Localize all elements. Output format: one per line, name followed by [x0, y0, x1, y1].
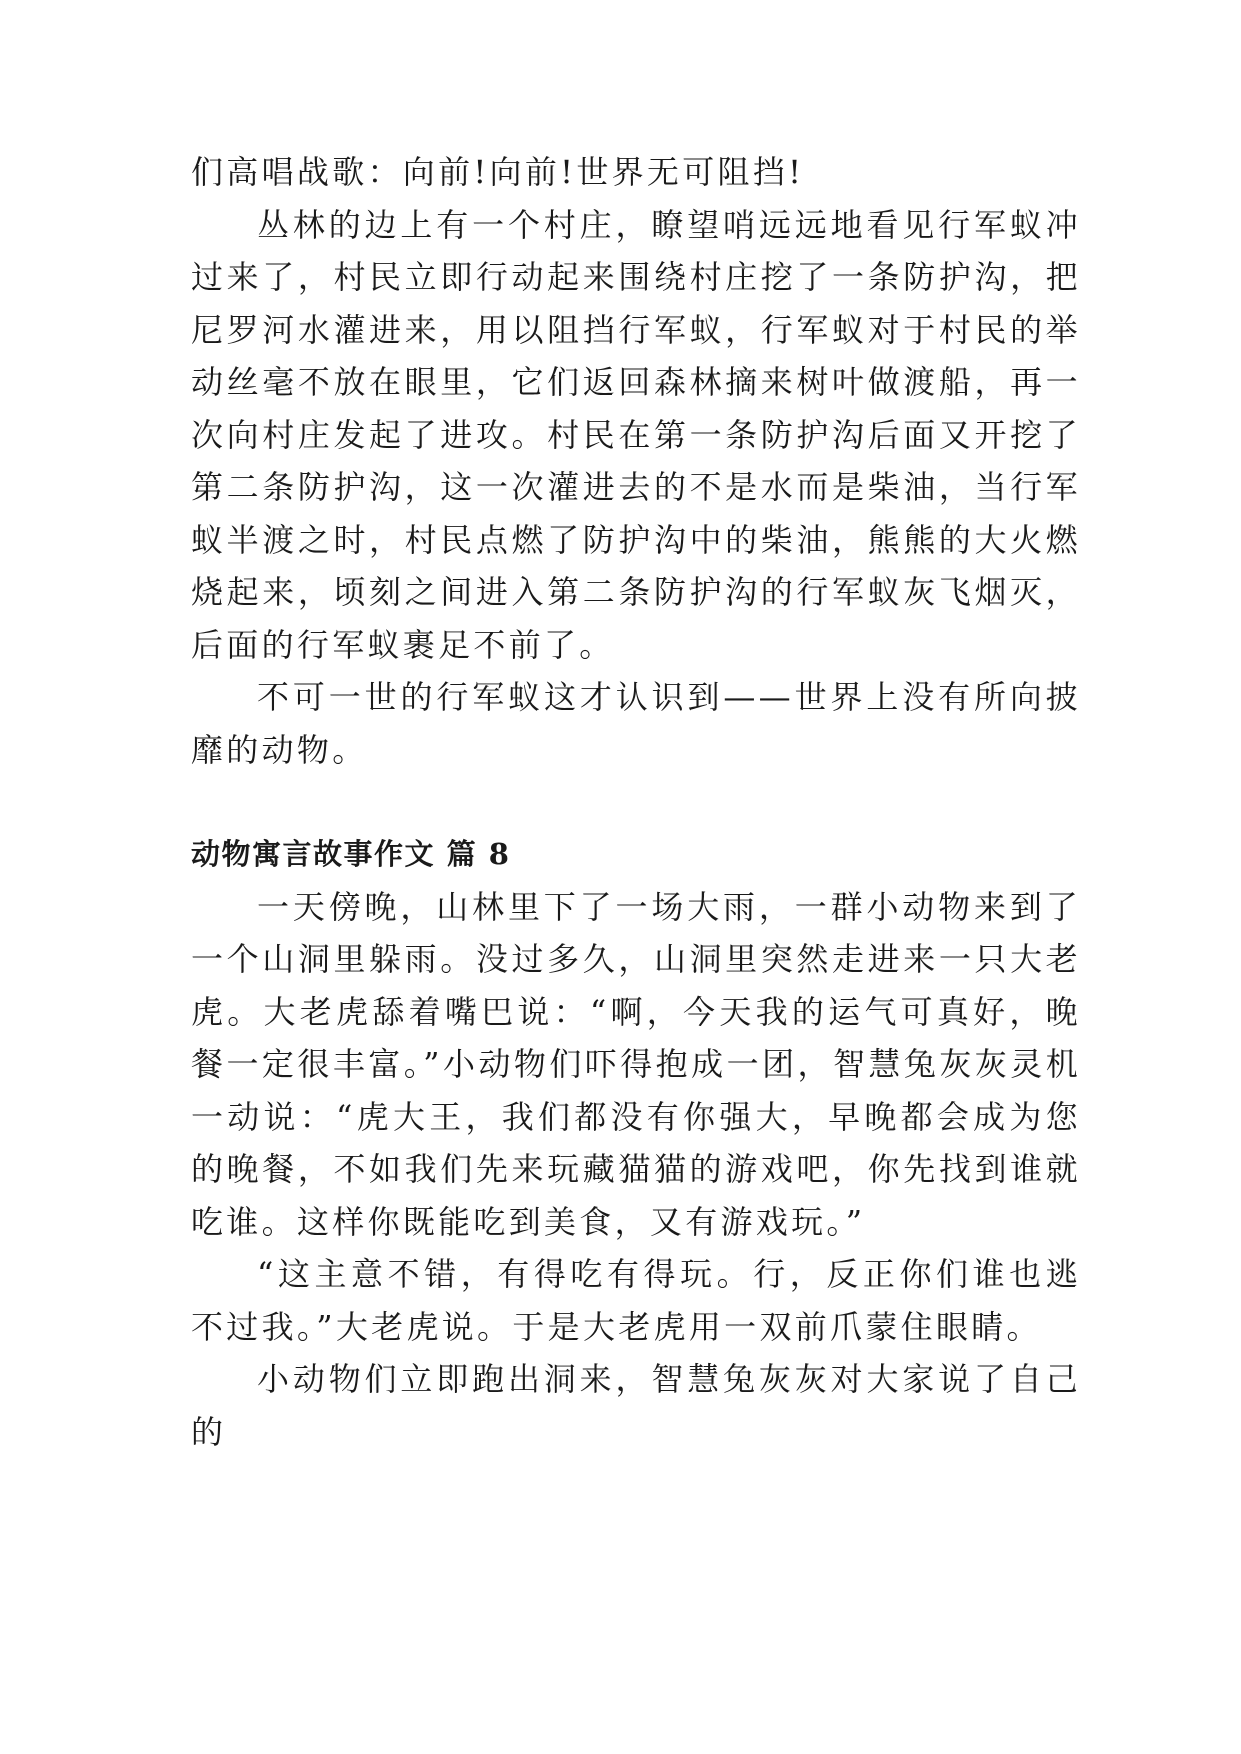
section-heading: 动物寓言故事作文 篇 8	[191, 837, 511, 871]
document-body	[191, 146, 1081, 1458]
paragraph-story-start: 一天傍晚，山林里下了一场大雨，一群小动物来到了一个山洞里躲雨。没过多久，山洞里突然走进来一只大老虎。大老虎舔着嘴巴说：“啊，今天我的运气可真好，晚餐一定很丰富。”小动物们吓得抱成一团，智慧兔灰灰灵机一动说：“虎大王，我们都没有你强大，早晚都会成为您的晚餐，不如我们先来玩藏猫猫的游戏吧，你先找到谁就吃谁。这样你既能吃到美食，又有游戏玩。”	[191, 887, 1081, 1241]
paragraph-story-continue: 小动物们立即跑出洞来，智慧兔灰灰对大家说了自己的	[191, 1360, 1081, 1451]
paragraph-moral: 不可一世的行军蚁这才认识到——世界上没有所向披靡的动物。	[191, 678, 1081, 769]
paragraph-village: 丛林的边上有一个村庄，瞭望哨远远地看见行军蚁冲过来了，村民立即行动起来围绕村庄挖了一条防护沟，把尼罗河水灌进来，用以阻挡行军蚁，行军蚁对于村民的举动丝毫不放在眼里，它们返回森林摘来树叶做渡船，再一次向村庄发起了进攻。村民在第一条防护沟后面又开挖了第二条防护沟，这一次灌进去的不是水而是柴油，当行军蚁半渡之时，村民点燃了防护沟中的柴油，熊熊的大火燃烧起来，顷刻之间进入第二条防护沟的行军蚁灰飞烟灭，后面的行军蚁裹足不前了。	[191, 205, 1081, 664]
paragraph-continuation: 们高唱战歌：向前!向前!世界无可阻挡!	[191, 153, 805, 191]
paragraph-tiger-reply: “这主意不错，有得吃有得玩。行，反正你们谁也逃不过我。”大老虎说。于是大老虎用一双前爪蒙住眼睛。	[191, 1255, 1081, 1346]
